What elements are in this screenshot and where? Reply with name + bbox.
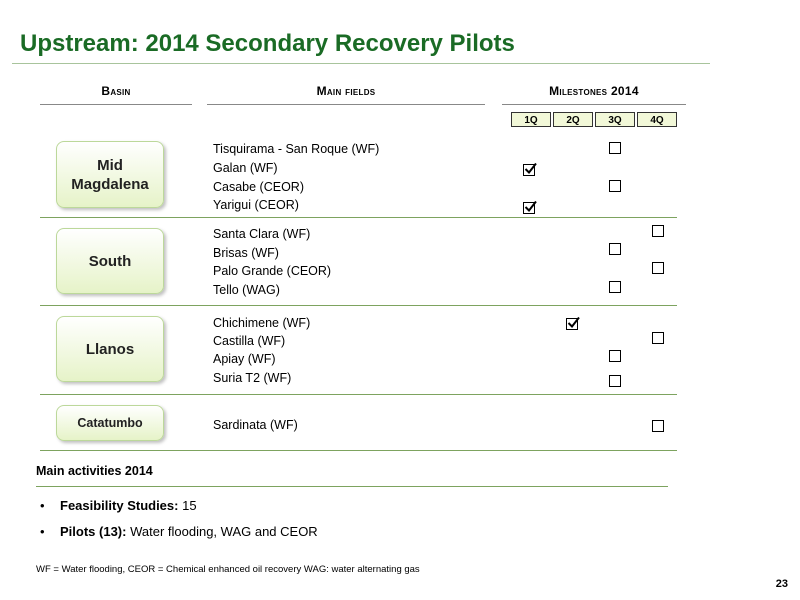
field-name: Castilla (WF) bbox=[213, 334, 286, 348]
milestone-checkbox bbox=[609, 281, 621, 293]
milestones-column-header: Milestones 2014 bbox=[549, 84, 639, 98]
milestone-checkbox-checked bbox=[566, 318, 578, 330]
field-name: Brisas (WF) bbox=[213, 246, 279, 260]
basin-llanos: Llanos bbox=[56, 316, 164, 382]
activity-label: Pilots (13): bbox=[60, 524, 127, 539]
footnote: WF = Water flooding, CEOR = Chemical enhanced oil recovery WAG: water alternating gas bbox=[36, 564, 420, 575]
milestone-checkbox bbox=[652, 332, 664, 344]
field-name: Sardinata (WF) bbox=[213, 418, 298, 432]
fields-header-rule bbox=[207, 104, 485, 105]
field-name: Galan (WF) bbox=[213, 161, 278, 175]
milestone-checkbox bbox=[652, 420, 664, 432]
checkmark-icon bbox=[523, 199, 538, 214]
group-separator bbox=[40, 450, 677, 451]
bullet-icon: • bbox=[40, 498, 45, 513]
basin-column-header: Basin bbox=[101, 84, 131, 98]
field-name: Casabe (CEOR) bbox=[213, 180, 304, 194]
milestone-checkbox-checked bbox=[523, 202, 535, 214]
quarter-header-3q: 3Q bbox=[595, 112, 635, 127]
field-name: Tello (WAG) bbox=[213, 283, 280, 297]
activity-value: Water flooding, WAG and CEOR bbox=[130, 524, 318, 539]
milestone-checkbox bbox=[609, 180, 621, 192]
page-title: Upstream: 2014 Secondary Recovery Pilots bbox=[20, 30, 515, 57]
milestone-checkbox bbox=[652, 225, 664, 237]
title-divider bbox=[12, 63, 710, 64]
activity-value: 15 bbox=[182, 498, 197, 513]
field-name: Yarigui (CEOR) bbox=[213, 198, 299, 212]
activities-divider bbox=[36, 486, 668, 487]
bullet-icon: • bbox=[40, 524, 45, 539]
checkmark-icon bbox=[566, 315, 581, 330]
milestone-checkbox bbox=[609, 243, 621, 255]
activities-title: Main activities 2014 bbox=[36, 464, 153, 478]
field-name: Chichimene (WF) bbox=[213, 316, 311, 330]
page-number: 23 bbox=[775, 578, 788, 590]
field-name: Palo Grande (CEOR) bbox=[213, 264, 332, 278]
activity-label: Feasibility Studies: bbox=[60, 498, 179, 513]
basin-header-rule bbox=[40, 104, 192, 105]
milestone-checkbox-checked bbox=[523, 164, 535, 176]
milestone-checkbox bbox=[609, 375, 621, 387]
quarter-header-4q: 4Q bbox=[637, 112, 677, 127]
fields-column-header: Main fields bbox=[316, 84, 376, 98]
activity-item bbox=[40, 524, 318, 539]
basin-south: South bbox=[56, 228, 164, 294]
basin-catatumbo: Catatumbo bbox=[56, 405, 164, 441]
field-name: Apiay (WF) bbox=[213, 352, 276, 366]
milestones-header-rule bbox=[502, 104, 686, 105]
milestone-checkbox bbox=[609, 350, 621, 362]
checkmark-icon bbox=[523, 161, 538, 176]
group-separator bbox=[40, 394, 677, 395]
field-name: Tisquirama - San Roque (WF) bbox=[213, 142, 380, 156]
milestone-checkbox bbox=[652, 262, 664, 274]
field-name: Suria T2 (WF) bbox=[213, 371, 292, 385]
group-separator bbox=[40, 217, 677, 218]
milestone-checkbox bbox=[609, 142, 621, 154]
group-separator bbox=[40, 305, 677, 306]
quarter-header-1q: 1Q bbox=[511, 112, 551, 127]
activity-item bbox=[40, 498, 197, 513]
basin-mid-magdalena: Mid Magdalena bbox=[56, 141, 164, 208]
field-name: Santa Clara (WF) bbox=[213, 227, 311, 241]
quarter-header-2q: 2Q bbox=[553, 112, 593, 127]
